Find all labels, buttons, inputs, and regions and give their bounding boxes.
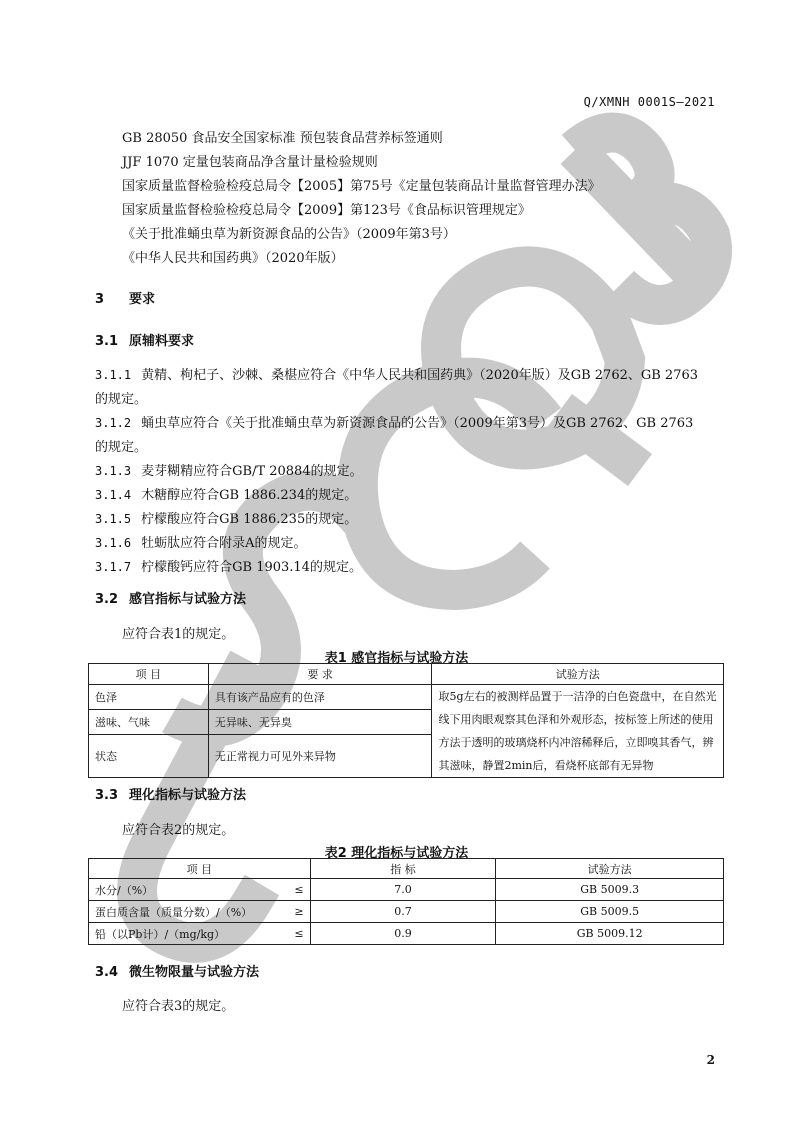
- watermark-letter-b: [575, 133, 712, 306]
- table-physicochemical: [88, 858, 724, 945]
- clause-number: 3.1.3: [95, 464, 132, 478]
- clause-number: 3.1.1: [95, 368, 132, 382]
- clause-3-1-2: [95, 412, 693, 431]
- section-title: 原辅料要求: [129, 334, 195, 349]
- table-cell-comparator: ≤: [288, 879, 310, 901]
- clause-text: 柠檬酸钙应符合GB 1903.14的规定。: [141, 560, 362, 575]
- table-row: [89, 923, 724, 945]
- reference-line: JJF 1070 定量包装商品净含量计量检验规则: [122, 155, 378, 170]
- table-cell-method: GB 5009.12: [496, 923, 724, 945]
- section-heading-3-1: [95, 330, 194, 349]
- section-number: 3.3: [95, 788, 119, 803]
- section-heading-3-2: [95, 588, 246, 607]
- table-header-row: [89, 859, 724, 879]
- table-cell-value: 0.9: [310, 923, 496, 945]
- section-paragraph: 应符合表2的规定。: [122, 823, 235, 838]
- reference-line: 《中华人民共和国药典》（2020年版）: [122, 251, 344, 266]
- table-cell-comparator: ≤: [288, 923, 310, 945]
- clause-text: 牡蛎肽应符合附录A的规定。: [141, 536, 307, 551]
- section-paragraph: 应符合表1的规定。: [122, 627, 235, 642]
- table-cell-item: 铅（以Pb计）/（mg/kg）: [89, 923, 289, 945]
- section-title: 微生物限量与试验方法: [129, 965, 260, 980]
- clause-text: 黄精、枸杞子、沙棘、桑椹应符合《中华人民共和国药典》（2020年版）及GB 2762、GB 2763: [141, 368, 699, 383]
- reference-line: 国家质量监督检验检疫总局令【2009】第123号《食品标识管理规定》: [122, 203, 531, 218]
- clause-text: 柠檬酸应符合GB 1886.235的规定。: [141, 512, 358, 527]
- section-number: 3: [95, 292, 105, 307]
- column-header: 项 目: [89, 664, 209, 685]
- section-title: 理化指标与试验方法: [129, 788, 247, 803]
- section-heading-3: [95, 288, 155, 307]
- table-cell-method: GB 5009.3: [496, 879, 724, 901]
- table-cell-requirement: 无正常视力可见外来异物: [208, 735, 432, 778]
- clause-text: 蛹虫草应符合《关于批准蛹虫草为新资源食品的公告》（2009年第3号）及GB 2762、GB 2763: [141, 416, 694, 431]
- column-header: 试验方法: [496, 859, 724, 879]
- clause-text: 木糖醇应符合GB 1886.234的规定。: [141, 488, 358, 503]
- clause-text: 麦芽糊精应符合GB/T 20884的规定。: [141, 464, 363, 479]
- watermark-letter-c: [358, 378, 545, 590]
- table-cell-comparator: ≥: [288, 901, 310, 923]
- column-header: 试验方法: [432, 664, 724, 685]
- section-title: 感官指标与试验方法: [129, 592, 247, 607]
- clause-number: 3.1.6: [95, 536, 132, 550]
- clause-3-1-5: [95, 508, 357, 527]
- clause-number: 3.1.7: [95, 560, 132, 574]
- table-row: [89, 879, 724, 901]
- page-number: 2: [706, 1053, 715, 1067]
- column-header: 要 求: [208, 664, 432, 685]
- clause-continuation: 的规定。: [95, 440, 148, 455]
- clause-number: 3.1.5: [95, 512, 132, 526]
- table-cell-item: 水分/（%）: [89, 879, 289, 901]
- table-cell-method: GB 5009.5: [496, 901, 724, 923]
- table2-caption: 表2 理化指标与试验方法: [324, 846, 469, 861]
- table-cell-method: 取5g左右的被测样品置于一洁净的白色瓷盘中，在自然光线下用肉眼观察其色泽和外观形态，按标签上所述的使用方法于透明的玻璃烧杯内冲溶稀释后，立即嗅其香气，辨其滋味，静置2min后，看烧杯底部有无异物: [432, 685, 724, 778]
- table-header-row: [89, 664, 724, 685]
- clause-continuation: 的规定。: [95, 392, 148, 407]
- clause-3-1-7: [95, 556, 362, 575]
- reference-line: GB 28050 食品安全国家标准 预包装食品营养标签通则: [122, 131, 443, 146]
- section-number: 3.1: [95, 334, 119, 349]
- section-paragraph: 应符合表3的规定。: [122, 999, 235, 1014]
- column-header: 项 目: [89, 859, 311, 879]
- section-heading-3-4: [95, 961, 259, 980]
- table-cell-requirement: 具有该产品应有的色泽: [208, 685, 432, 710]
- section-number: 3.2: [95, 592, 119, 607]
- table-row: [89, 901, 724, 923]
- table-cell-value: 0.7: [310, 901, 496, 923]
- table-cell-item: 状态: [89, 735, 209, 778]
- column-header: 指 标: [310, 859, 496, 879]
- table1-caption: 表1 感官指标与试验方法: [324, 651, 469, 666]
- table-row: [89, 685, 724, 710]
- table-cell-value: 7.0: [310, 879, 496, 901]
- clause-3-1-1: [95, 364, 698, 383]
- section-title: 要求: [129, 292, 156, 307]
- clause-number: 3.1.4: [95, 488, 132, 502]
- section-number: 3.4: [95, 965, 119, 980]
- clause-3-1-3: [95, 460, 363, 479]
- reference-line: 国家质量监督检验检疫总局令【2005】第75号《定量包装商品计量监督管理办法》: [122, 179, 601, 194]
- table-cell-item: 蛋白质含量（质量分数）/（%）: [89, 901, 289, 923]
- clause-3-1-6: [95, 532, 307, 551]
- clause-3-1-4: [95, 484, 357, 503]
- table-sensory: [88, 663, 724, 778]
- reference-line: 《关于批准蛹虫草为新资源食品的公告》（2009年第3号）: [122, 227, 456, 242]
- document-code: Q/XMNH 0001S—2021: [583, 95, 715, 109]
- table-cell-requirement: 无异味、无异臭: [208, 710, 432, 735]
- table-cell-item: 滋味、气味: [89, 710, 209, 735]
- section-heading-3-3: [95, 784, 246, 803]
- clause-number: 3.1.2: [95, 416, 132, 430]
- table-cell-item: 色泽: [89, 685, 209, 710]
